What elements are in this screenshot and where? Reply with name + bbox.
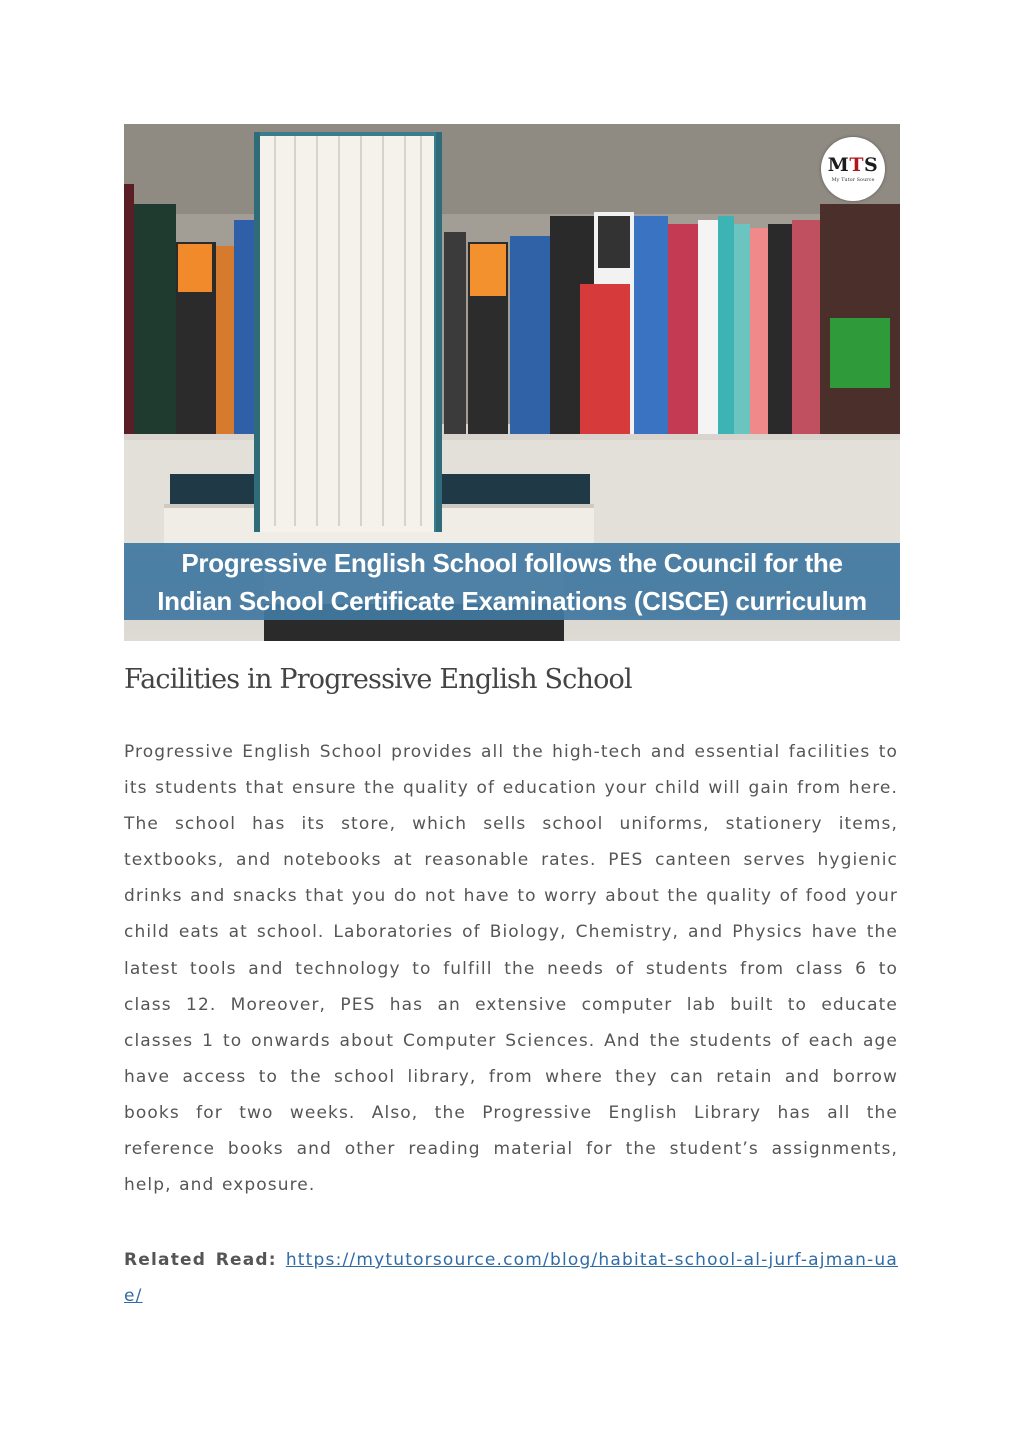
mytutorsource-logo — [821, 137, 885, 201]
banner-line-2: Indian School Certificate Examinations (CISCE) curriculum — [157, 585, 867, 616]
banner-line-1: Progressive English School follows the Council for the — [181, 547, 843, 578]
logo-subtitle: My Tutor Source — [831, 176, 875, 183]
hero-image — [124, 124, 900, 641]
section-heading: Facilities in Progressive English School — [124, 664, 632, 695]
related-read-label: Related Read: — [124, 1250, 277, 1270]
hero-caption-banner — [124, 543, 900, 620]
related-read-link[interactable]: https://mytutorsource.com/blog/habitat-school-al-jurf-ajman-uae/ — [124, 1250, 898, 1306]
related-read — [124, 1242, 898, 1314]
logo-mark: MTS — [827, 153, 879, 176]
facilities-paragraph: Progressive English School provides all the high-tech and essential facilities to its students that ensure the quality of education your child will gain from here. The school has its store, which sells school uniforms, stationery items, textbooks, and notebooks at reasonable rates. PES canteen serves hygienic drinks and snacks that you do not have to worry about the quality of food your child eats at school. Laboratories of Biology, Chemistry, and Physics have the latest tools and technology to fulfill the needs of students from class 6 to class 12. Moreover, PES has an extensive computer lab built to educate classes 1 to onwards about Computer Sciences. And the students of each age have access to the school library, from where they can retain and borrow books for two weeks. Also, the Progressive English Library has all the reference books and other reading material for the student’s assignments, help, and exposure. — [124, 742, 898, 1196]
